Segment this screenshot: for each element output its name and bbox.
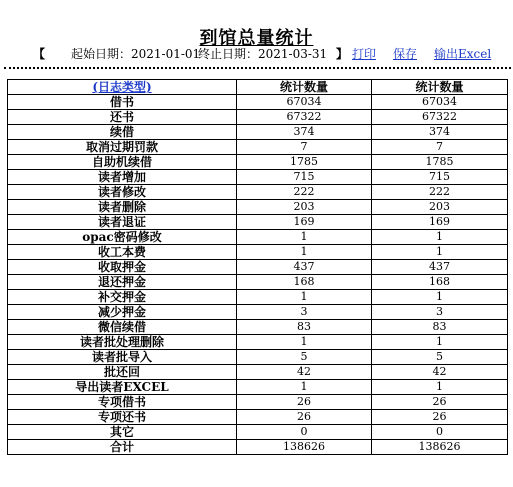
log-type-cell: opac密码修改 — [8, 230, 237, 245]
table-row — [8, 260, 508, 275]
count-cell-1: 7 — [237, 140, 372, 155]
count-cell-1: 26 — [237, 395, 372, 410]
log-type-cell: 退还押金 — [8, 275, 237, 290]
table-row — [8, 230, 508, 245]
table-row — [8, 95, 508, 110]
count-cell-2: 0 — [372, 425, 508, 440]
count-cell-2: 83 — [372, 320, 508, 335]
count-cell-1: 42 — [237, 365, 372, 380]
log-type-cell: 专项还书 — [8, 410, 237, 425]
count-cell-1: 169 — [237, 215, 372, 230]
log-type-cell: 续借 — [8, 125, 237, 140]
count-cell-1: 67034 — [237, 95, 372, 110]
bracket-right: 】 — [336, 47, 349, 61]
log-type-cell: 收工本费 — [8, 245, 237, 260]
end-date-label: 终止日期： — [198, 47, 259, 61]
count-cell-2: 715 — [372, 170, 508, 185]
log-type-cell: 专项借书 — [8, 395, 237, 410]
dotted-divider — [4, 67, 511, 69]
count-cell-2: 1785 — [372, 155, 508, 170]
start-date-value: 2021-01-01 — [131, 47, 201, 61]
count-cell-2: 3 — [372, 305, 508, 320]
count-header-2: 统计数量 — [372, 80, 508, 95]
table-row — [8, 275, 508, 290]
count-cell-2: 26 — [372, 395, 508, 410]
table-row — [8, 170, 508, 185]
count-cell-1: 26 — [237, 410, 372, 425]
table-row — [8, 305, 508, 320]
count-cell-2: 1 — [372, 245, 508, 260]
log-type-cell: 读者退证 — [8, 215, 237, 230]
table-row — [8, 335, 508, 350]
count-header-1: 统计数量 — [237, 80, 372, 95]
count-cell-2: 7 — [372, 140, 508, 155]
log-type-cell: 读者增加 — [8, 170, 237, 185]
log-type-cell: 微信续借 — [8, 320, 237, 335]
start-date-label: 起始日期： — [71, 47, 132, 61]
count-cell-2: 26 — [372, 410, 508, 425]
table-row — [8, 320, 508, 335]
log-type-cell: 读者修改 — [8, 185, 237, 200]
count-cell-2: 1 — [372, 380, 508, 395]
date-range-toolbar — [0, 46, 513, 62]
log-type-cell: 自助机续借 — [8, 155, 237, 170]
count-cell-1: 222 — [237, 185, 372, 200]
table-row — [8, 110, 508, 125]
count-cell-1: 168 — [237, 275, 372, 290]
count-cell-2: 1 — [372, 230, 508, 245]
log-type-cell: 其它 — [8, 425, 237, 440]
count-cell-1: 1 — [237, 335, 372, 350]
count-cell-1: 0 — [237, 425, 372, 440]
log-type-cell: 读者批导入 — [8, 350, 237, 365]
export-excel-link[interactable]: 输出Excel — [434, 47, 492, 61]
log-type-cell: 收取押金 — [8, 260, 237, 275]
count-cell-2: 374 — [372, 125, 508, 140]
table-row — [8, 155, 508, 170]
count-cell-1: 1785 — [237, 155, 372, 170]
log-type-header — [8, 80, 237, 95]
count-cell-1: 138626 — [237, 440, 372, 455]
log-type-cell: 读者批处理删除 — [8, 335, 237, 350]
count-cell-2: 5 — [372, 350, 508, 365]
table-row — [8, 140, 508, 155]
table-row — [8, 185, 508, 200]
statistics-table — [7, 79, 508, 455]
table-header-row — [8, 80, 508, 95]
table-row — [8, 215, 508, 230]
count-cell-1: 374 — [237, 125, 372, 140]
log-type-cell: 借书 — [8, 95, 237, 110]
table-row — [8, 395, 508, 410]
count-cell-1: 1 — [237, 290, 372, 305]
count-cell-2: 42 — [372, 365, 508, 380]
count-cell-2: 1 — [372, 290, 508, 305]
log-type-cell: 读者删除 — [8, 200, 237, 215]
count-cell-1: 1 — [237, 245, 372, 260]
count-cell-1: 1 — [237, 230, 372, 245]
table-row — [8, 200, 508, 215]
count-cell-1: 1 — [237, 380, 372, 395]
table-row — [8, 290, 508, 305]
bracket-left: 【 — [33, 47, 46, 61]
log-type-cell: 减少押金 — [8, 305, 237, 320]
log-type-cell: 取消过期罚款 — [8, 140, 237, 155]
log-type-cell: 导出读者EXCEL — [8, 380, 237, 395]
count-cell-1: 67322 — [237, 110, 372, 125]
print-link[interactable]: 打印 — [352, 47, 377, 61]
count-cell-1: 437 — [237, 260, 372, 275]
table-row — [8, 440, 508, 455]
count-cell-1: 5 — [237, 350, 372, 365]
count-cell-1: 83 — [237, 320, 372, 335]
count-cell-1: 3 — [237, 305, 372, 320]
table-row — [8, 425, 508, 440]
page-title: 到馆总量统计 — [199, 28, 314, 49]
table-row — [8, 380, 508, 395]
log-type-cell: 还书 — [8, 110, 237, 125]
count-cell-1: 715 — [237, 170, 372, 185]
count-cell-2: 222 — [372, 185, 508, 200]
log-type-cell: 补交押金 — [8, 290, 237, 305]
log-type-cell: 批还回 — [8, 365, 237, 380]
end-date-value: 2021-03-31 — [258, 47, 328, 61]
table-row — [8, 410, 508, 425]
count-cell-2: 203 — [372, 200, 508, 215]
count-cell-1: 203 — [237, 200, 372, 215]
log-type-sort-link[interactable]: (日志类型) — [92, 80, 152, 94]
count-cell-2: 67322 — [372, 110, 508, 125]
table-row — [8, 125, 508, 140]
log-type-cell: 合计 — [8, 440, 237, 455]
table-row — [8, 245, 508, 260]
table-row — [8, 365, 508, 380]
count-cell-2: 437 — [372, 260, 508, 275]
count-cell-2: 168 — [372, 275, 508, 290]
count-cell-2: 67034 — [372, 95, 508, 110]
count-cell-2: 1 — [372, 335, 508, 350]
save-link[interactable]: 保存 — [393, 47, 418, 61]
count-cell-2: 138626 — [372, 440, 508, 455]
table-row — [8, 350, 508, 365]
count-cell-2: 169 — [372, 215, 508, 230]
